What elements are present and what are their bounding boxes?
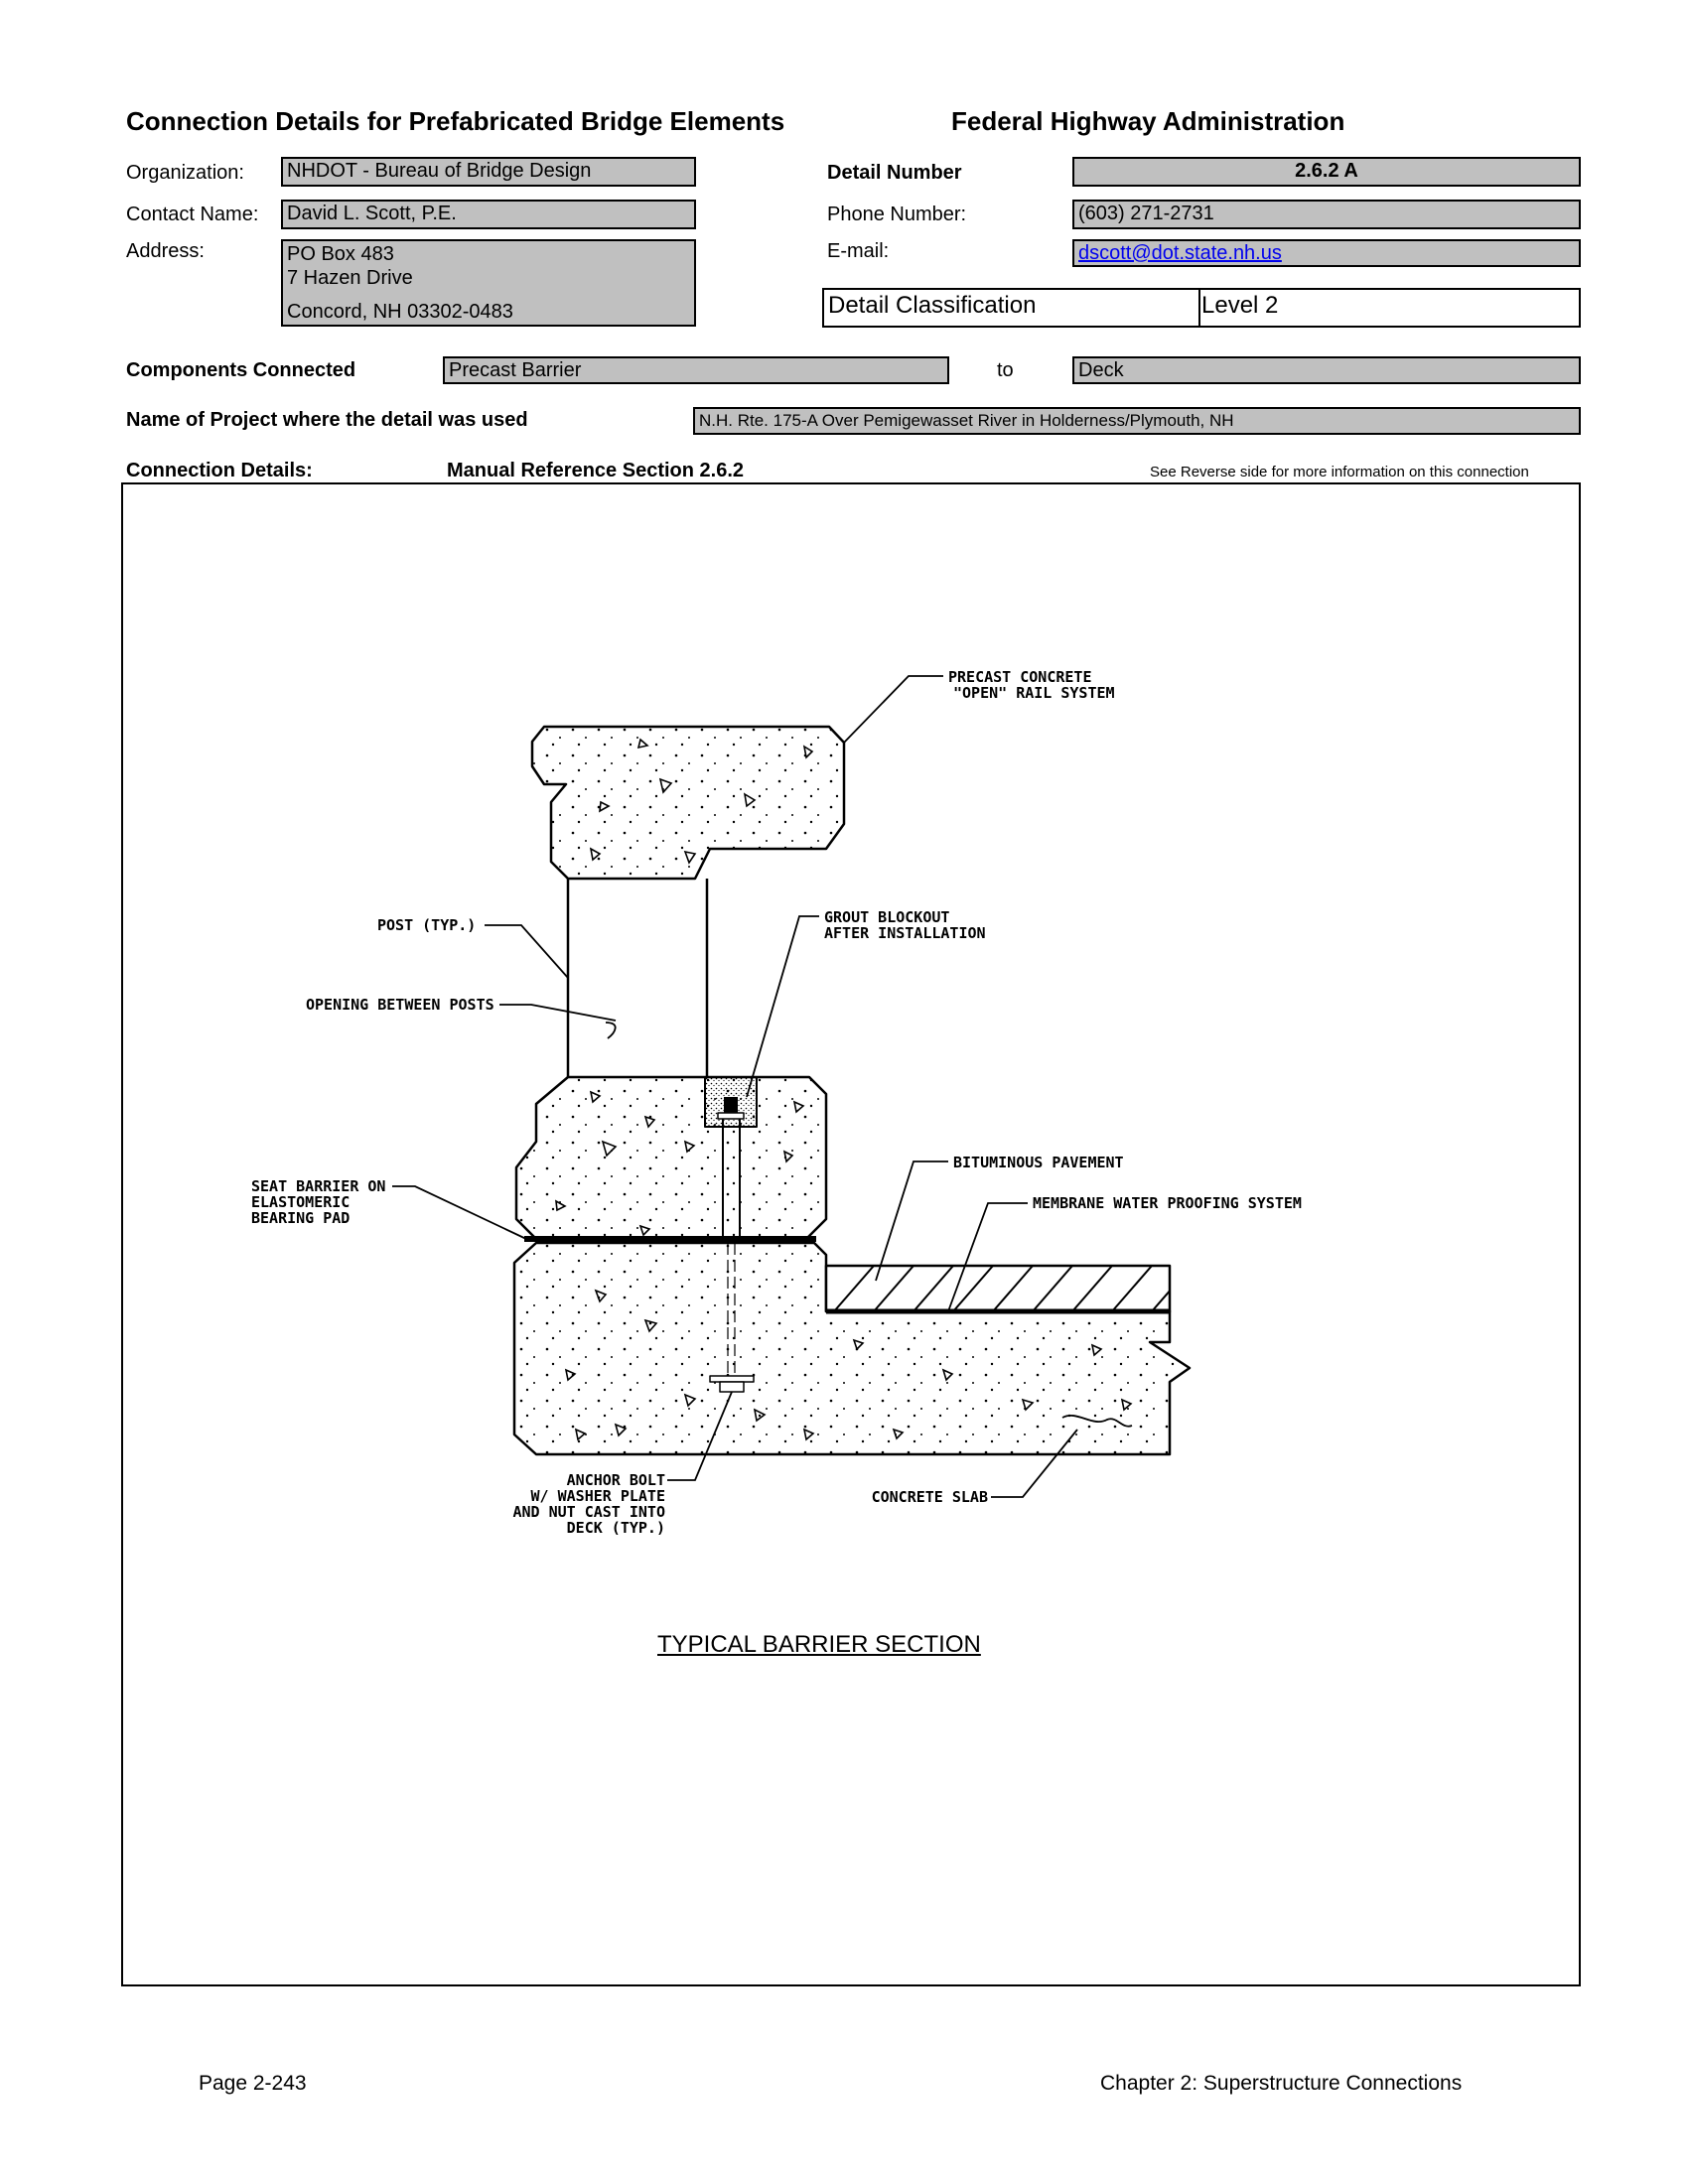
connection-details-label: Connection Details:: [126, 460, 313, 481]
contact-field: David L. Scott, P.E.: [281, 200, 696, 229]
component-from-field: Precast Barrier: [443, 356, 949, 384]
leader-bituminous: [876, 1161, 948, 1281]
label-slab: CONCRETE SLAB: [871, 1488, 988, 1506]
document-title: Connection Details for Prefabricated Bridge Elements: [126, 106, 785, 136]
anchor-nut-bottom: [720, 1382, 744, 1392]
component-to-field: Deck: [1072, 356, 1581, 384]
organization-field: NHDOT - Bureau of Bridge Design: [281, 157, 696, 187]
label-seat-2: ELASTOMERIC: [251, 1193, 351, 1211]
email-label: E-mail:: [827, 240, 890, 262]
label-rail-1: PRECAST CONCRETE: [948, 668, 1092, 686]
leader-grout: [747, 916, 819, 1097]
label-anchor-4: DECK (TYP.): [566, 1519, 665, 1537]
label-membrane: MEMBRANE WATER PROOFING SYSTEM: [1033, 1194, 1302, 1212]
leader-seat: [392, 1186, 526, 1239]
label-seat-3: BEARING PAD: [251, 1209, 351, 1227]
project-label: Name of Project where the detail was used: [126, 409, 528, 431]
opening-squiggle: [606, 1023, 616, 1038]
organization-label: Organization:: [126, 162, 244, 184]
detail-number-field: 2.6.2 A: [1072, 157, 1581, 187]
leader-opening: [499, 1005, 616, 1021]
label-post: POST (TYP.): [377, 916, 477, 934]
address-line-2: 7 Hazen Drive: [287, 267, 413, 289]
seat-barrier-shape: [516, 1077, 826, 1239]
label-rail-2: "OPEN" RAIL SYSTEM: [953, 684, 1115, 702]
label-bituminous: BITUMINOUS PAVEMENT: [953, 1154, 1124, 1171]
leader-rail: [844, 676, 943, 743]
label-anchor-1: ANCHOR BOLT: [566, 1471, 665, 1489]
manual-reference: Manual Reference Section 2.6.2: [447, 460, 745, 481]
address-label: Address:: [126, 240, 205, 262]
address-line-1: PO Box 483: [287, 243, 394, 265]
label-anchor-3: AND NUT CAST INTO: [512, 1503, 665, 1521]
anchor-nut-top: [724, 1097, 738, 1113]
email-link[interactable]: dscott@dot.state.nh.us: [1078, 242, 1282, 264]
leader-post: [485, 925, 568, 978]
label-grout-2: AFTER INSTALLATION: [824, 924, 986, 942]
phone-field: (603) 271-2731: [1072, 200, 1581, 229]
footer-chapter: Chapter 2: Superstructure Connections: [1100, 2072, 1463, 2095]
label-anchor-2: W/ WASHER PLATE: [530, 1487, 665, 1505]
washer-plate-bottom: [710, 1376, 754, 1382]
classification-label: Detail Classification: [828, 292, 1037, 319]
project-field: N.H. Rte. 175-A Over Pemigewasset River in Holderness/Plymouth, NH: [693, 407, 1581, 435]
label-opening: OPENING BETWEEN POSTS: [306, 996, 494, 1014]
label-grout-1: GROUT BLOCKOUT: [824, 908, 950, 926]
phone-label: Phone Number:: [827, 204, 967, 225]
to-label: to: [997, 359, 1014, 381]
contact-label: Contact Name:: [126, 204, 259, 225]
classification-value: Level 2: [1201, 292, 1279, 319]
footer-page: Page 2-243: [199, 2072, 307, 2095]
address-line-3: Concord, NH 03302-0483: [287, 301, 513, 323]
agency-title: Federal Highway Administration: [951, 106, 1345, 136]
components-label: Components Connected: [126, 359, 356, 381]
label-seat-1: SEAT BARRIER ON: [251, 1177, 386, 1195]
reverse-note: See Reverse side for more information on this connection: [1150, 464, 1529, 480]
drawing-caption: TYPICAL BARRIER SECTION: [657, 1631, 981, 1658]
detail-number-label: Detail Number: [827, 162, 962, 184]
washer-top: [718, 1113, 744, 1119]
top-rail-shape: [532, 727, 844, 879]
